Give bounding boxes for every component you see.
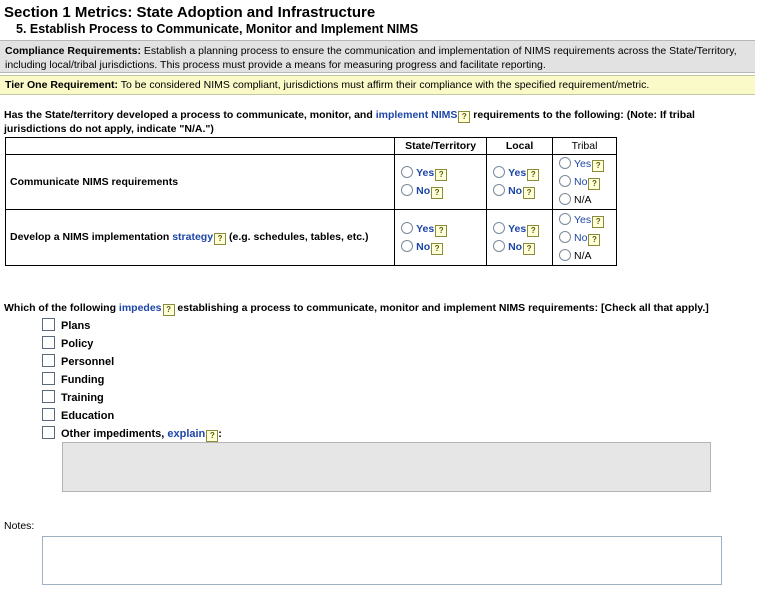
impediment-label: Plans [61, 320, 91, 332]
other-impediments-checkbox[interactable] [42, 426, 55, 439]
tribal-strategy-no-radio[interactable] [559, 231, 571, 243]
tribal-communicate-yes-radio[interactable] [559, 157, 571, 169]
tier-one-text: To be considered NIMS compliant, jurisdictions must affirm their compliance with the specified requirement/metric. [118, 79, 650, 91]
section-title: Section 1 Metrics: State Adoption and Infrastructure [4, 4, 376, 21]
impediment-label: Education [61, 410, 115, 422]
na-label: N/A [574, 194, 592, 206]
help-icon[interactable]: ? [588, 234, 600, 246]
cell-tribal-communicate [553, 155, 617, 210]
tribal-strategy-yes-radio[interactable] [559, 213, 571, 225]
impediment-label: Policy [61, 338, 94, 350]
yes-label: Yes [508, 222, 527, 235]
help-icon[interactable]: ? [527, 169, 539, 181]
compliance-label: Compliance Requirements: [5, 45, 141, 57]
implement-nims-link[interactable]: implement NIMS [375, 109, 458, 121]
impediment-education [42, 407, 222, 425]
tier-one-label: Tier One Requirement: [5, 79, 118, 91]
compliance-text: Establish a planning process to ensure the communication and implementation of NIMS requirements across the State/Territory, including local/tribal jurisdictions. This process must provide a means for measuring progress and facilitate reporting. [5, 45, 737, 71]
state-strategy-no-radio[interactable] [401, 240, 413, 252]
tribal-communicate-no-radio[interactable] [559, 175, 571, 187]
impedes-link[interactable]: impedes [118, 302, 162, 314]
impediment-personnel [42, 353, 222, 371]
cell-local-strategy [487, 210, 553, 266]
training-checkbox[interactable] [42, 390, 55, 403]
tribal-strategy-na-radio[interactable] [559, 249, 571, 261]
impediment-label: Training [61, 392, 104, 404]
help-icon[interactable]: ? [592, 216, 604, 228]
row-label-suffix: (e.g. schedules, tables, etc.) [226, 230, 369, 243]
yes-label: Yes [508, 167, 527, 179]
no-label: No [416, 185, 431, 197]
na-label: N/A [574, 249, 592, 262]
no-label: No [416, 240, 431, 253]
compliance-requirements [0, 40, 755, 73]
notes-textarea[interactable] [42, 536, 722, 585]
subsection-title: 5. Establish Process to Communicate, Monitor and Implement NIMS [16, 22, 419, 36]
jurisdiction-table [5, 137, 617, 266]
question-process [4, 109, 749, 136]
impediment-training [42, 389, 222, 407]
impediment-label: Personnel [61, 356, 115, 368]
funding-checkbox[interactable] [42, 372, 55, 385]
yes-label: Yes [574, 158, 592, 170]
impediments-list [42, 317, 222, 443]
help-icon[interactable]: ? [435, 169, 447, 181]
no-label: No [574, 231, 588, 244]
impediment-funding [42, 371, 222, 389]
local-communicate-yes-radio[interactable] [493, 166, 505, 178]
yes-label: Yes [574, 213, 592, 226]
explain-link[interactable]: explain [167, 428, 206, 440]
yes-label: Yes [416, 167, 435, 179]
question-impediments [4, 302, 709, 316]
no-label: No [508, 240, 523, 253]
cell-state-strategy [395, 210, 487, 266]
other-suffix: : [218, 428, 222, 440]
local-communicate-no-radio[interactable] [493, 184, 505, 196]
impediment-other [42, 425, 222, 443]
q2-suffix: establishing a process to communicate, monitor and implement NIMS requirements: [Check all that apply.] [174, 302, 709, 314]
other-impediments-textarea[interactable] [62, 442, 711, 492]
local-strategy-yes-radio[interactable] [493, 222, 505, 234]
tribal-communicate-na-radio[interactable] [559, 193, 571, 205]
help-icon[interactable]: ? [588, 178, 600, 190]
impediment-policy [42, 335, 222, 353]
help-icon[interactable]: ? [592, 160, 604, 172]
row-label-communicate: Communicate NIMS requirements [6, 155, 395, 210]
tier-one-requirement [0, 75, 755, 95]
personnel-checkbox[interactable] [42, 354, 55, 367]
question-prefix: Has the State/territory developed a process to communicate, monitor, and [4, 109, 376, 121]
row-label-strategy [6, 210, 395, 266]
help-icon[interactable]: ? [431, 243, 443, 255]
header-state-territory: State/Territory [395, 138, 487, 155]
help-icon[interactable]: ? [523, 243, 535, 255]
strategy-link[interactable]: strategy [172, 230, 214, 243]
help-icon[interactable]: ? [206, 430, 218, 442]
notes-label: Notes: [4, 520, 35, 532]
state-communicate-yes-radio[interactable] [401, 166, 413, 178]
local-strategy-no-radio[interactable] [493, 240, 505, 252]
help-icon[interactable]: ? [435, 225, 447, 237]
row-label-prefix: Develop a NIMS implementation [10, 230, 173, 243]
q2-prefix: Which of the following [4, 302, 119, 314]
impediment-label: Funding [61, 374, 105, 386]
state-communicate-no-radio[interactable] [401, 184, 413, 196]
no-label: No [508, 185, 523, 197]
help-icon[interactable]: ? [523, 187, 535, 199]
header-local: Local [487, 138, 553, 155]
help-icon[interactable]: ? [214, 233, 226, 245]
cell-state-communicate [395, 155, 487, 210]
help-icon[interactable]: ? [163, 304, 175, 316]
help-icon[interactable]: ? [458, 111, 470, 123]
other-label: Other impediments, [61, 428, 168, 440]
help-icon[interactable]: ? [431, 187, 443, 199]
question-suffix: requirements to the following: (Note: If tribal jurisdictions do not apply, indicate "N/A.") [4, 109, 695, 135]
cell-local-communicate [487, 155, 553, 210]
state-strategy-yes-radio[interactable] [401, 222, 413, 234]
education-checkbox[interactable] [42, 408, 55, 421]
yes-label: Yes [416, 222, 435, 235]
policy-checkbox[interactable] [42, 336, 55, 349]
no-label: No [574, 176, 588, 188]
table-corner [6, 138, 395, 155]
plans-checkbox[interactable] [42, 318, 55, 331]
impediment-plans [42, 317, 222, 335]
help-icon[interactable]: ? [527, 225, 539, 237]
cell-tribal-strategy [553, 210, 617, 266]
header-tribal: Tribal [553, 138, 617, 155]
